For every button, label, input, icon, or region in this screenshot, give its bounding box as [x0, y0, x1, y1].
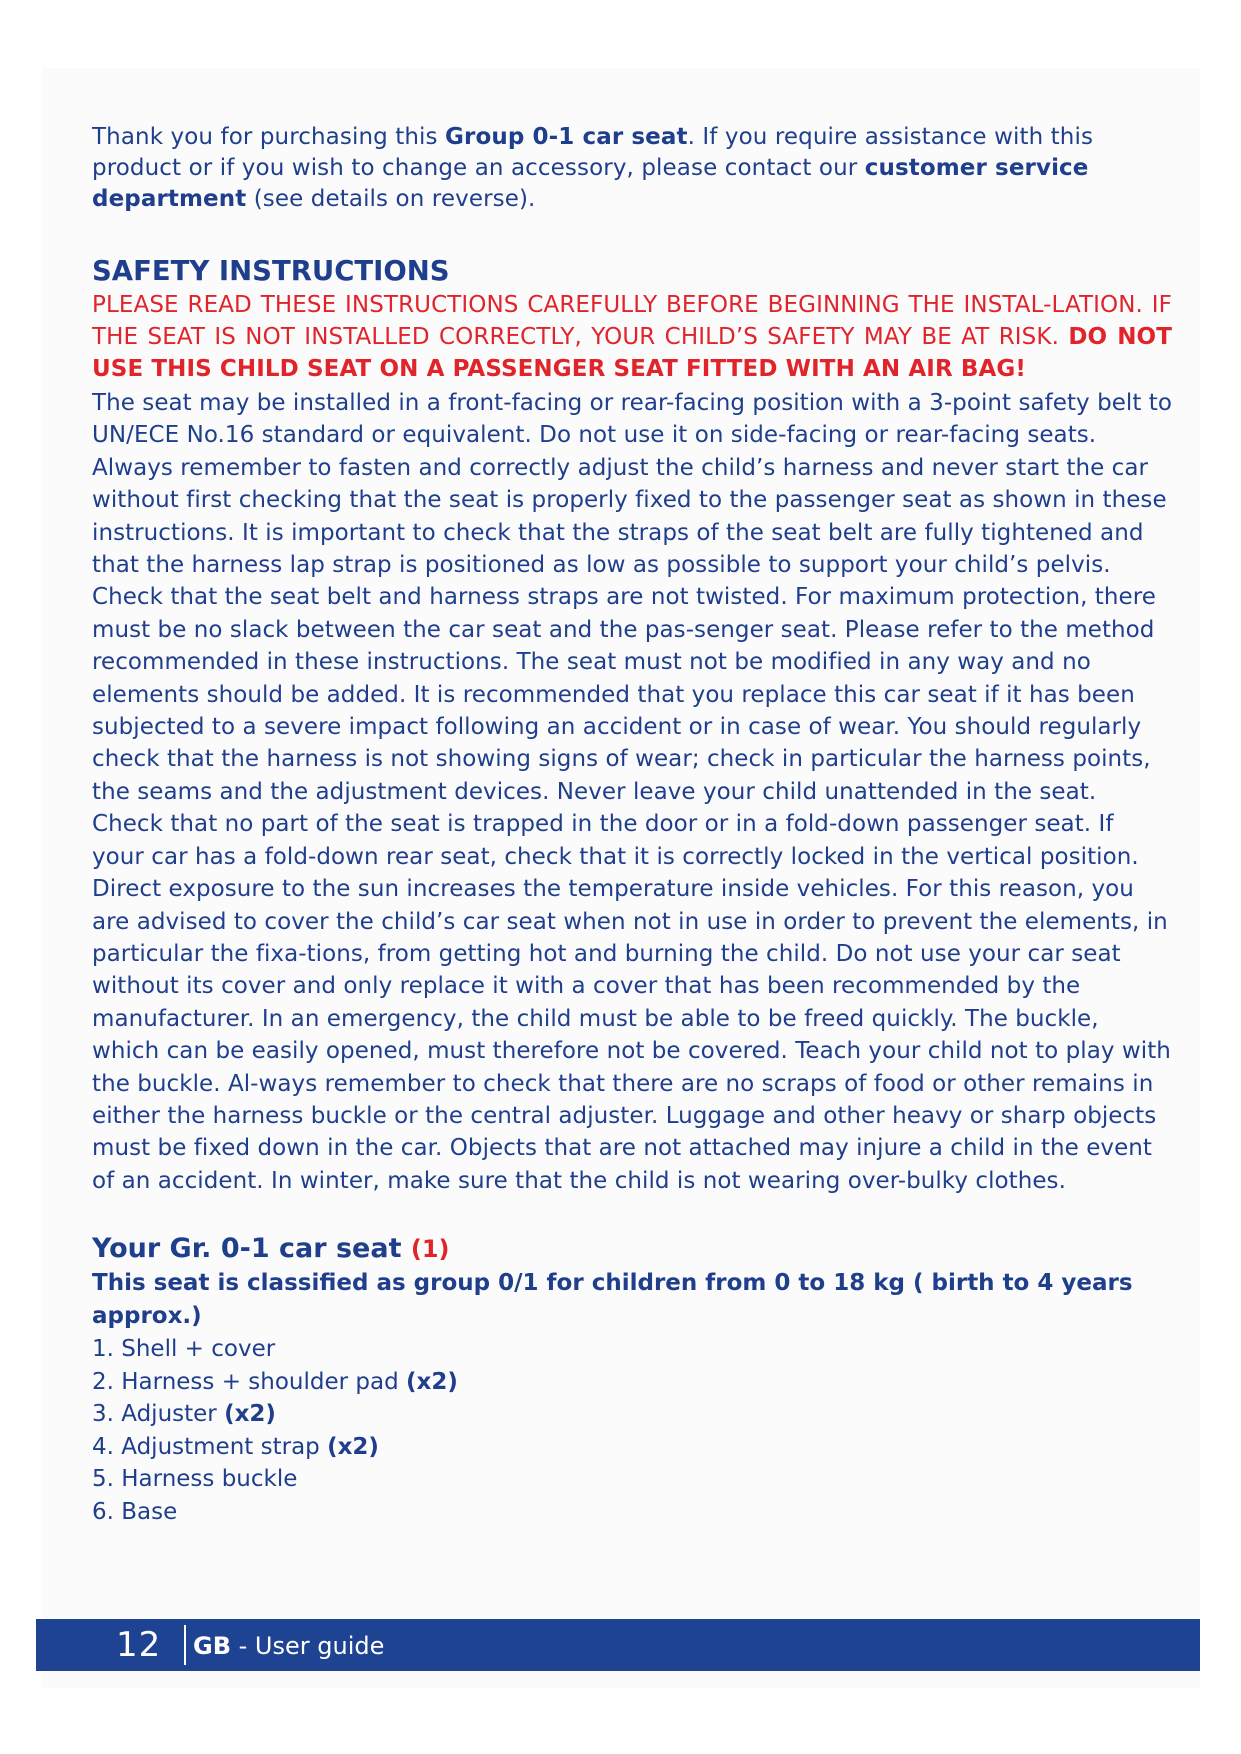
part-quantity: (x2)	[406, 1368, 458, 1395]
list-item	[92, 1398, 1172, 1431]
list-item	[92, 1431, 1172, 1464]
footer-divider	[184, 1625, 186, 1665]
list-item	[92, 1366, 1172, 1399]
safety-warning	[92, 289, 1172, 385]
language-code: GB	[193, 1632, 231, 1660]
part-quantity: (x2)	[224, 1401, 276, 1428]
page-number: 12	[116, 1625, 162, 1665]
footer-guide-label	[193, 1631, 384, 1661]
part-label: 3. Adjuster	[92, 1401, 225, 1428]
list-item	[92, 1463, 1172, 1496]
page-content	[92, 122, 1172, 1528]
intro-text-1: Thank you for purchasing this	[92, 124, 446, 150]
seat-heading-text: Your Gr. 0-1 car seat	[92, 1233, 402, 1265]
seat-classification: This seat is classified as group 0/1 for children from 0 to 18 kg ( birth to 4 years approx.)	[92, 1270, 1133, 1330]
seat-heading	[92, 1231, 1172, 1267]
figure-reference: (1)	[410, 1235, 450, 1264]
guide-title: - User guide	[231, 1632, 385, 1660]
list-item	[92, 1333, 1172, 1366]
list-item	[92, 1496, 1172, 1529]
part-label: 6. Base	[92, 1498, 178, 1525]
safety-warning-text: PLEASE READ THESE INSTRUCTIONS CAREFULLY BEFORE BEGINNING THE INSTAL-LATION. IF THE SEAT IS NOT INSTALLED CORRECTLY, YOUR CHILD’S SAFETY MAY BE AT RISK.	[92, 292, 1172, 350]
part-label: 2. Harness + shoulder pad	[92, 1368, 407, 1395]
part-label: 4. Adjustment strap	[92, 1433, 328, 1460]
intro-text-2: . If you require assistance with this product or if you wish to change an accessory, please contact our	[92, 124, 1094, 181]
page-footer	[36, 1619, 1200, 1671]
product-name: Group 0-1 car seat	[445, 124, 688, 150]
parts-list	[92, 1333, 1172, 1528]
customer-service-label: customer service department	[92, 155, 1089, 212]
safety-heading: SAFETY INSTRUCTIONS	[92, 255, 450, 287]
intro-text-3: (see details on reverse).	[246, 186, 536, 212]
part-label: 1. Shell + cover	[92, 1336, 276, 1363]
safety-body: The seat may be installed in a front-facing or rear-facing position with a 3-point safety belt to UN/ECE No.16 standard or equivalent. Do not use it on side-facing or rear-facing seats. Always remember to fasten and correctly adjust the child’s harness and never start the car without first checking that the seat is properly fixed to the passenger seat as shown in these instructions. It is important to check that the straps of the seat belt are fully tightened and that the harness lap strap is positioned as low as possible to support your child’s pelvis. Check that the seat belt and harness straps are not twisted. For maximum protection, there must be no slack between the car seat and the pas-senger seat. Please refer to the method recommended in these instructions. The seat must not be modified in any way and no elements should be added. It is recommended that you replace this car seat if it has been subjected to a severe impact following an accident or in case of wear. You should regularly check that the harness is not showing signs of wear; check in particular the harness points, the seams and the adjustment devices. Never leave your child unattended in the seat. Check that no part of the seat is trapped in the door or in a fold-down passenger seat. If your car has a fold-down rear seat, check that it is correctly locked in the vertical position. Direct exposure to the sun increases the temperature inside vehicles. For this reason, you are advised to cover the child’s car seat when not in use in order to prevent the elements, in particular the fixa-tions, from getting hot and burning the child. Do not use your car seat without its cover and only replace it with a cover that has been recommended by the manufacturer. In an emergency, the child must be able to be freed quickly. The buckle, which can be easily opened, must therefore not be covered. Teach your child not to play with the buckle. Al-ways remember to check that there are no scraps of food or other remains in either the harness buckle or the central adjuster. Luggage and other heavy or sharp objects must be fixed down in the car. Objects that are not attached may injure a child in the event of an accident. In winter, make sure that the child is not wearing over-bulky clothes.	[92, 390, 1172, 1194]
part-quantity: (x2)	[327, 1433, 379, 1460]
part-label: 5. Harness buckle	[92, 1466, 298, 1493]
airbag-warning: DO NOT USE THIS CHILD SEAT ON A PASSENGER SEAT FITTED WITH AN AIR BAG!	[92, 324, 1172, 382]
intro-paragraph	[92, 122, 1172, 215]
